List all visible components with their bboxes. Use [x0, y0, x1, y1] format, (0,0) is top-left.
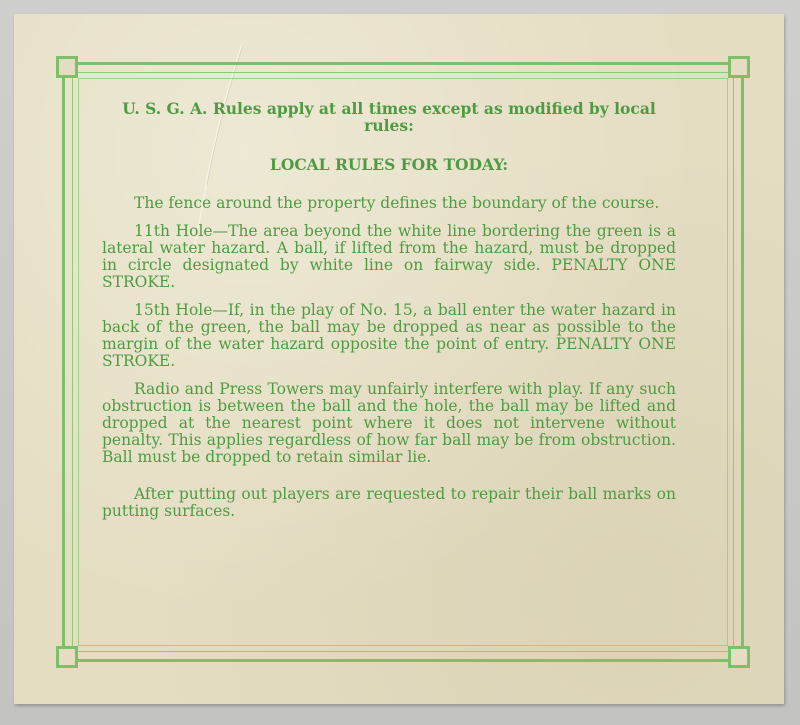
corner-ornament	[56, 56, 78, 78]
rule-boundary: The fence around the property defines the boundary of the course.	[134, 194, 660, 212]
card-text	[102, 100, 676, 531]
rule-15th-hole: 15th Hole—If, in the play of No. 15, a ball enter the water hazard in back of the green, the ball may be dropped as near as possible to the margin of the water hazard opposite the point of entry. PENALTY ONE STROKE.	[102, 301, 676, 370]
corner-ornament	[56, 646, 78, 668]
corner-ornament	[728, 56, 750, 78]
rule-ball-marks: After putting out players are requested to repair their ball marks on putting surfaces.	[102, 485, 676, 520]
corner-ornament	[728, 646, 750, 668]
usga-intro: U. S. G. A. Rules apply at all times except as modified by local rules:	[122, 99, 656, 135]
local-rules-heading: LOCAL RULES FOR TODAY:	[269, 155, 509, 174]
rule-11th-hole: 11th Hole—The area beyond the white line bordering the green is a lateral water hazard. A ball, if lifted from the hazard, must be dropped in circle designated by white line on fairway side. PENALTY ONE STROKE.	[102, 222, 676, 291]
rule-towers: Radio and Press Towers may unfairly interfere with play. If any such obstruction is between the ball and the hole, the ball may be lifted and dropped at the nearest point where it does not intervene without penalty. This applies regardless of how far ball may be from obstruction. Ball must be dropped to retain similar lie.	[102, 380, 676, 466]
